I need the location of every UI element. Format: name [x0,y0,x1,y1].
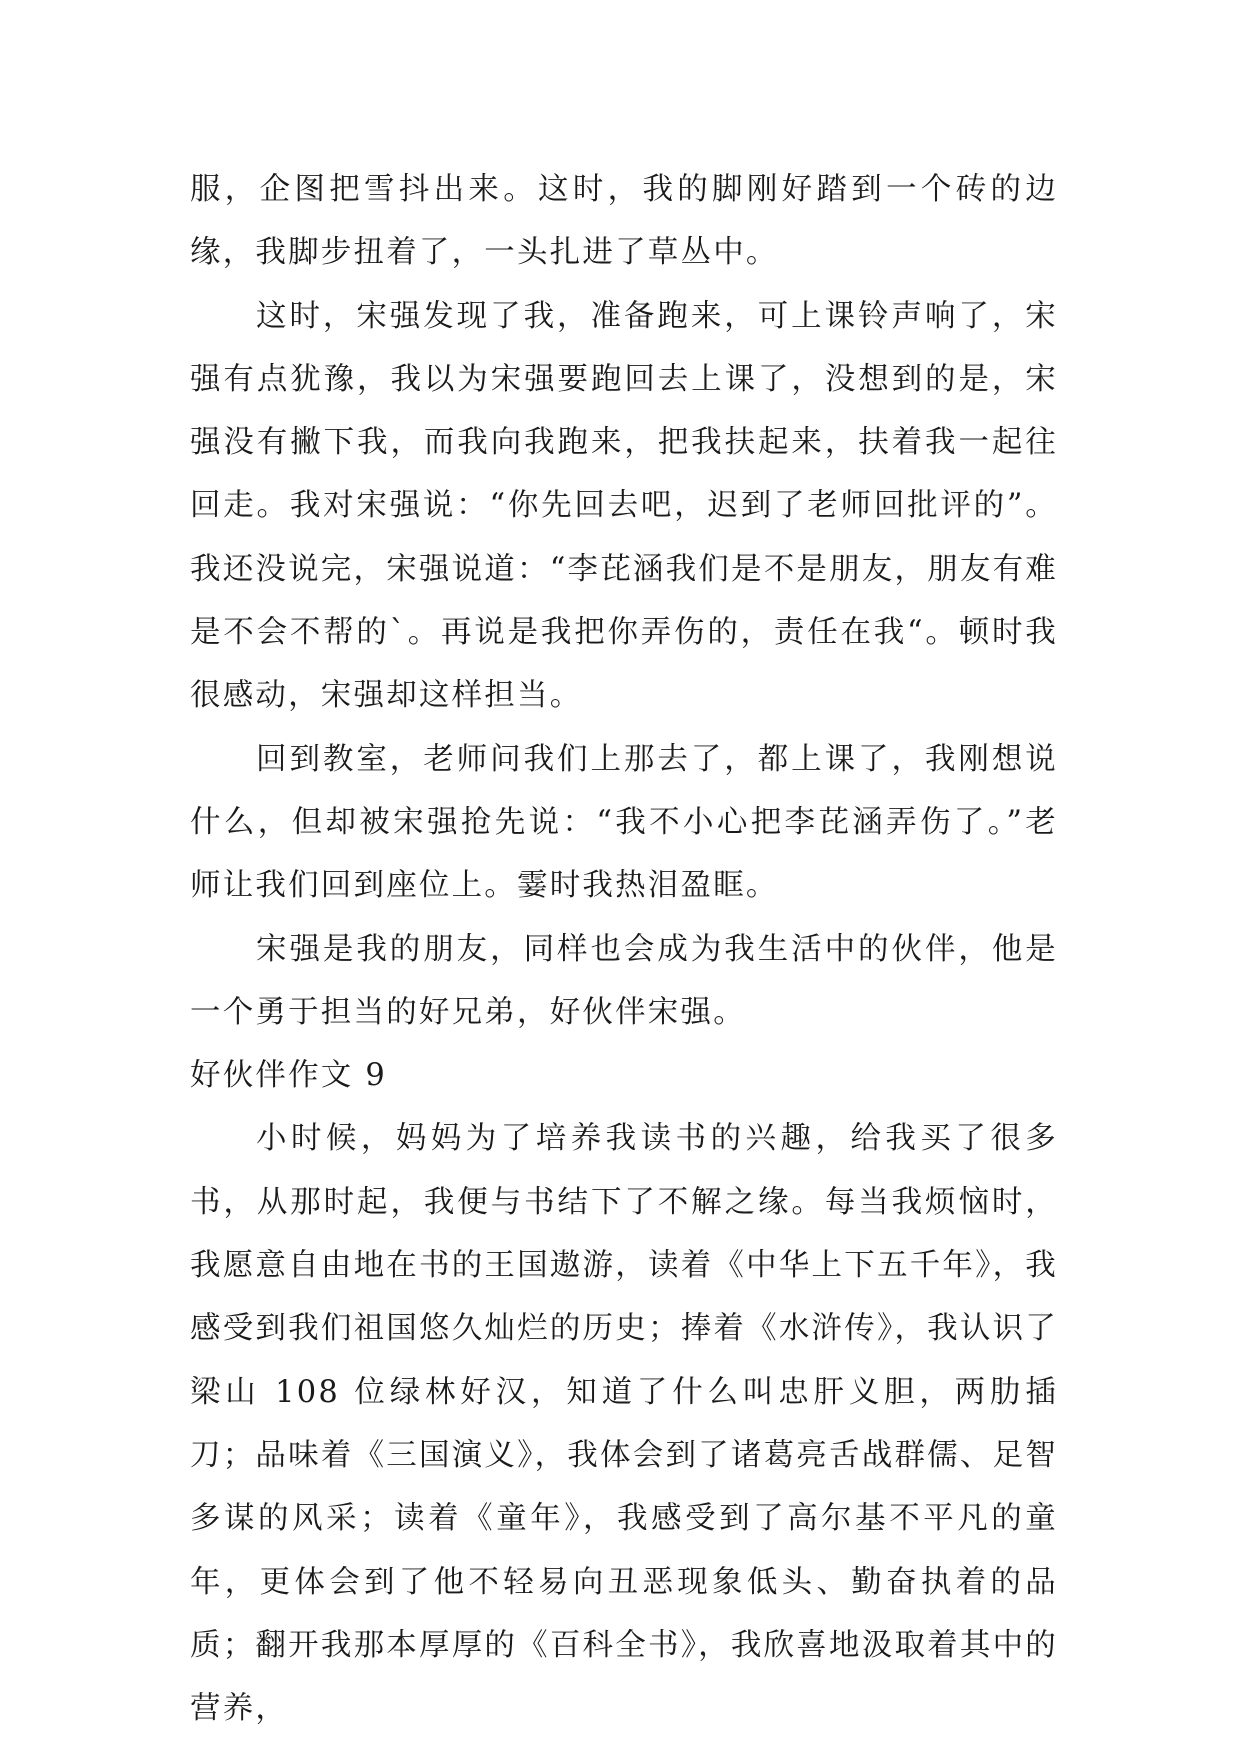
section-heading: 好伙伴作文 9 [190,1058,387,1094]
paragraph: 这时，宋强发现了我，准备跑来，可上课铃声响了，宋强有点犹豫，我以为宋强要跑回去上课了，没想到的是，宋强没有撇下我，而我向我跑来，把我扶起来，扶着我一起往回走。我对宋强说：“你先回去吧，迟到了老师回批评的”。我还没说完，宋强说道：“李芘涵我们是不是朋友，朋友有难是不会不帮的`。再说是我把你弄伤的，责任在我“。顿时我很感动，宋强却这样担当。 [190,298,1058,714]
paragraph: 宋强是我的朋友，同样也会成为我生活中的伙伴，他是一个勇于担当的好兄弟，好伙伴宋强。 [190,931,1058,1030]
paragraph: 小时候，妈妈为了培养我读书的兴趣，给我买了很多书，从那时起，我便与书结下了不解之缘。每当我烦恼时，我愿意自由地在书的王国遨游，读着《中华上下五千年》，我感受到我们祖国悠久灿烂的历史；捧着《水浒传》，我认识了梁山 108 位绿林好汉，知道了什么叫忠肝义胆，两肋插刀；品味着《三国演义》，我体会到了诸葛亮舌战群儒、足智多谋的风采；读着《童年》，我感受到了高尔基不平凡的童年，更体会到了他不轻易向丑恶现象低头、勤奋执着的品质；翻开我那本厚厚的《百科全书》，我欣喜地汲取着其中的营养， [190,1121,1058,1727]
document-body [190,158,1058,1740]
paragraph: 回到教室，老师问我们上那去了，都上课了，我刚想说什么，但却被宋强抢先说：“我不小心把李芘涵弄伤了。”老师让我们回到座位上。霎时我热泪盈眶。 [190,741,1058,904]
paragraph-continuation: 服，企图把雪抖出来。这时，我的脚刚好踏到一个砖的边缘，我脚步扭着了，一头扎进了草丛中。 [190,172,1058,271]
